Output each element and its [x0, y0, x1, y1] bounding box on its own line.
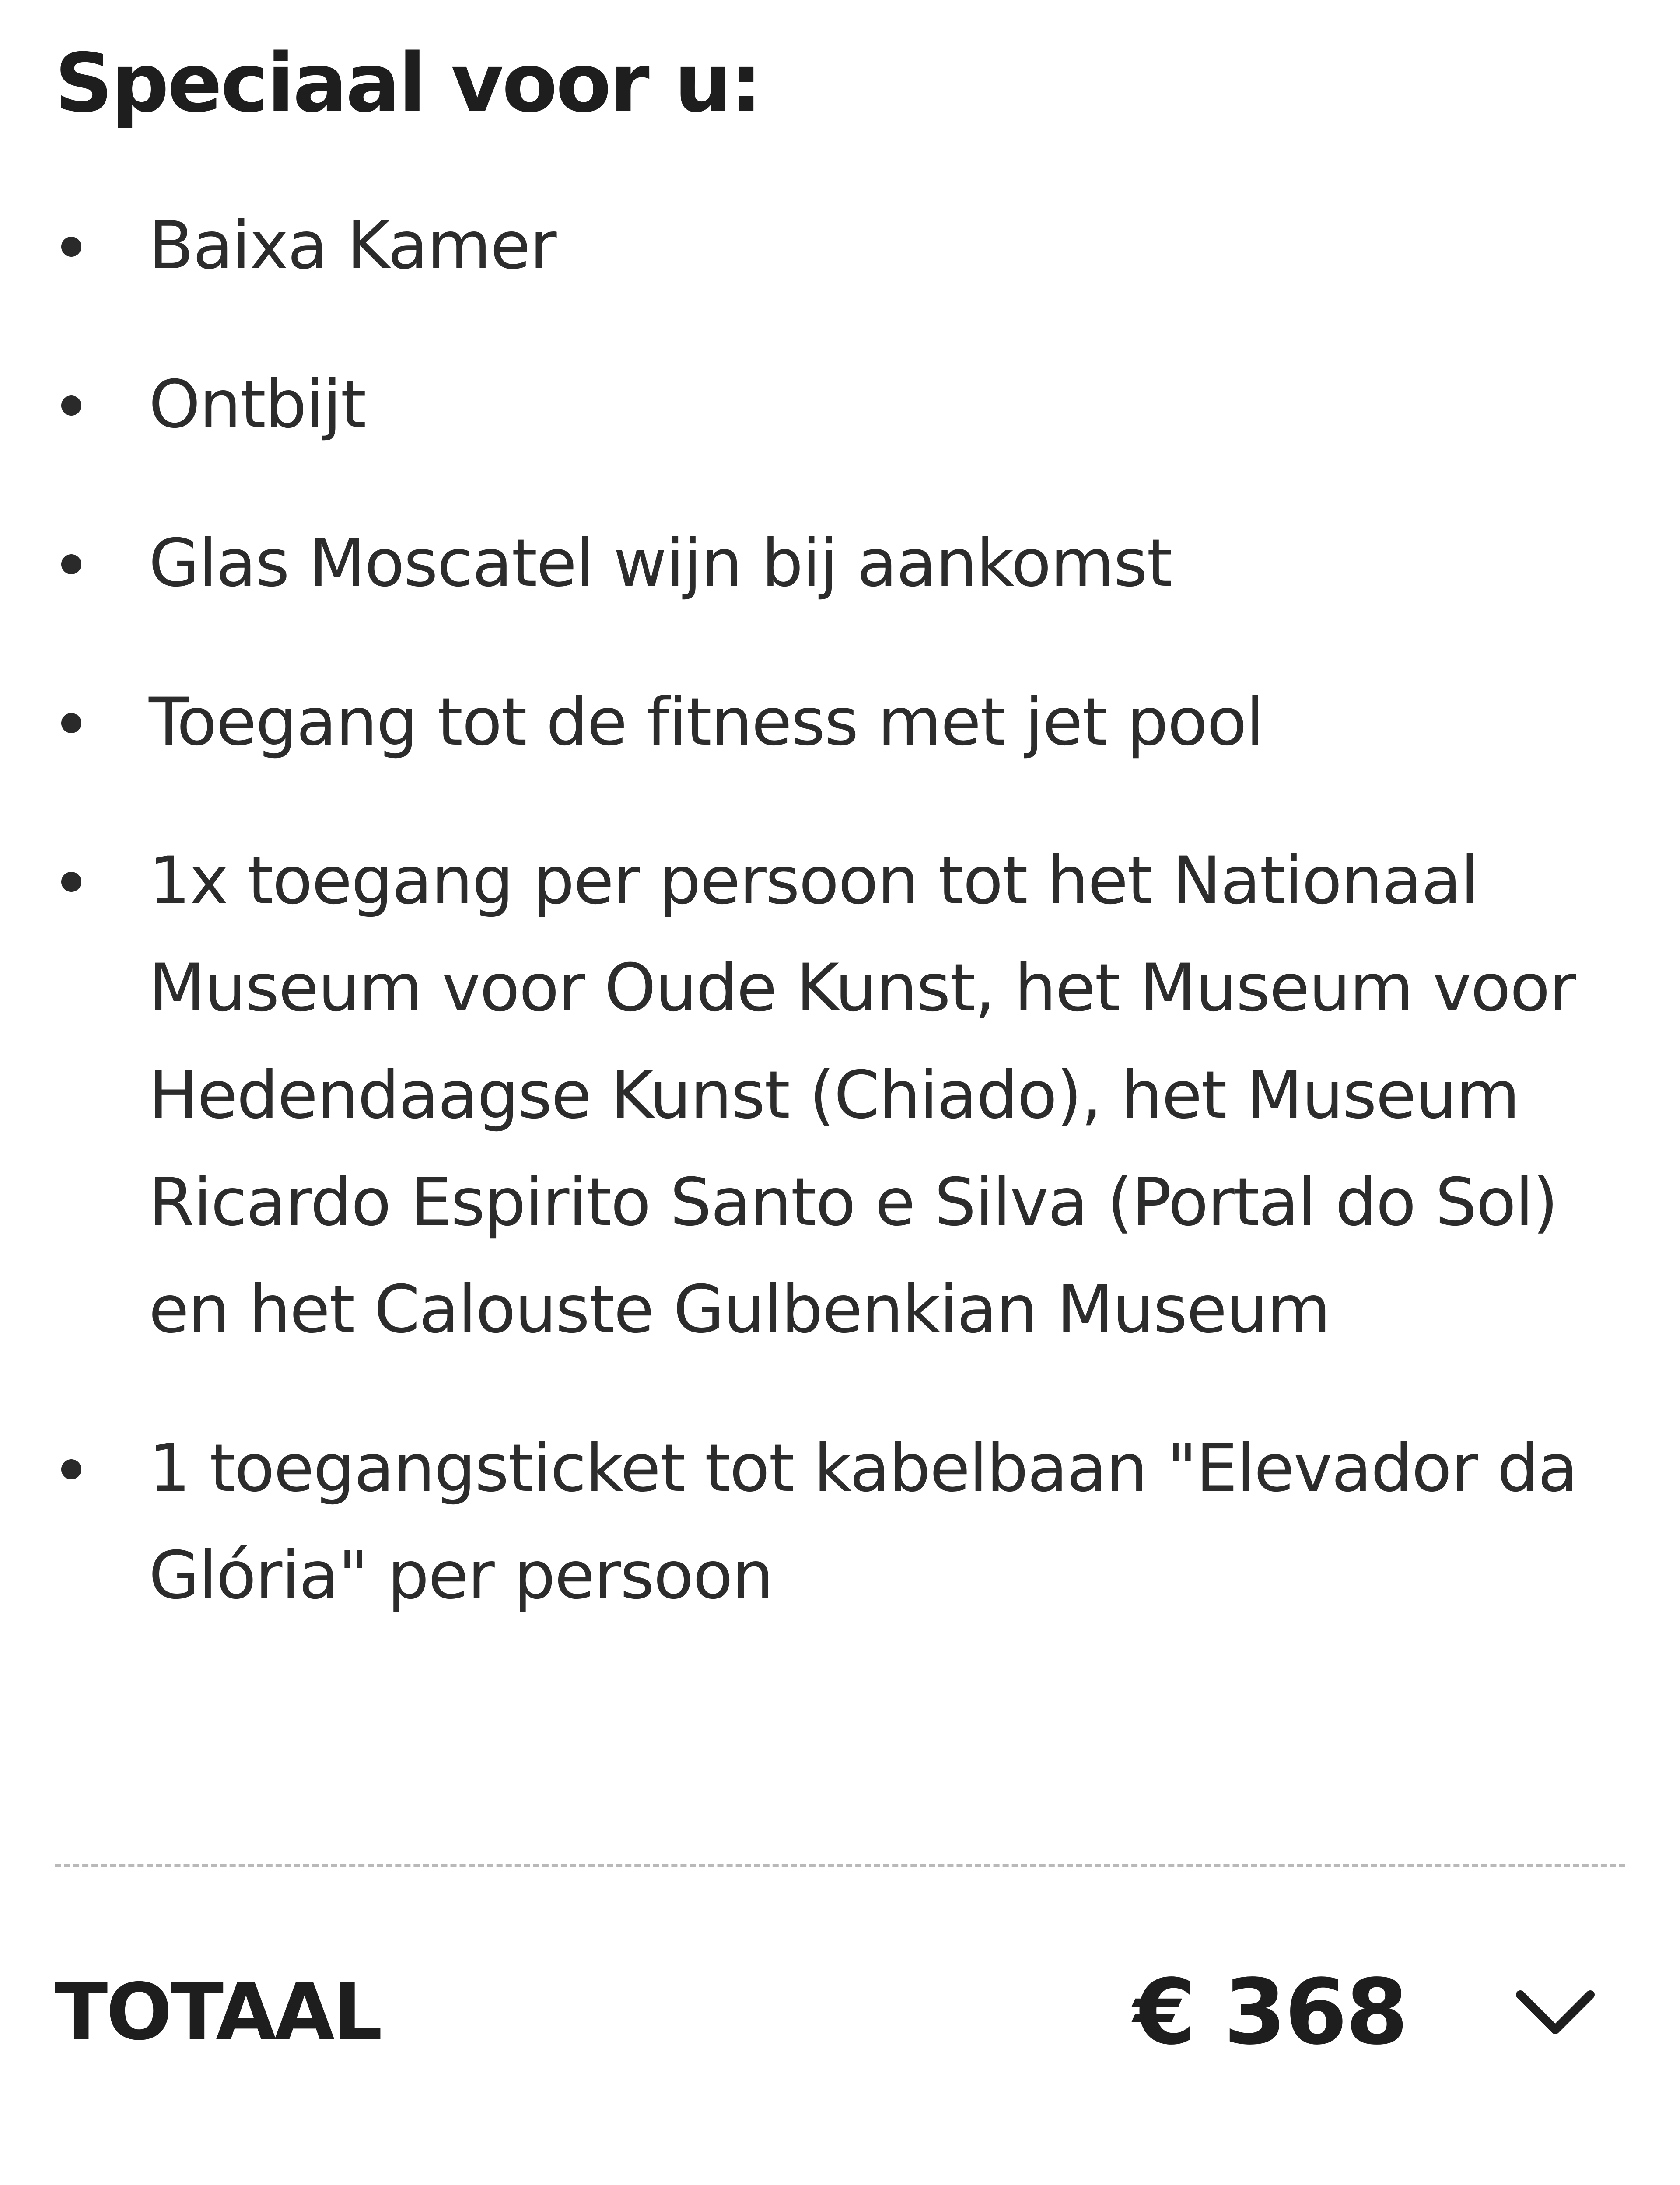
list-item-text: Toegang tot de fitness met jet pool: [149, 684, 1264, 760]
list-item-text: Ontbijt: [149, 367, 366, 443]
bullet-icon: [61, 237, 81, 257]
list-item: [55, 510, 1612, 617]
list-item: [55, 192, 1612, 300]
bullet-icon: [61, 713, 81, 733]
list-item-text: 1x toegang per persoon tot het Nationaal Museum voor Oude Kunst, het Museum voor Hedendaagse Kunst (Chiado), het Museum Ricardo Espirito Santo e Silva (Portal do Sol) en het Calouste Gulbenkian Museum: [149, 843, 1575, 1348]
list-item: [55, 828, 1612, 1363]
total-label: TOTAAL: [55, 1967, 381, 2057]
list-item: [55, 351, 1612, 458]
dashed-divider: [55, 1864, 1625, 1867]
bullet-icon: [61, 554, 81, 574]
bullet-icon: [61, 1459, 81, 1479]
total-amount: € 368: [1133, 1960, 1407, 2065]
offer-list: [55, 192, 1612, 1681]
list-item: [55, 1415, 1612, 1629]
list-item: [55, 669, 1612, 776]
list-item-text: 1 toegangsticket tot kabelbaan "Elevador da Glória" per persoon: [149, 1430, 1577, 1614]
list-item-text: Glas Moscatel wijn bij aankomst: [149, 525, 1172, 601]
bullet-icon: [61, 872, 81, 892]
total-row[interactable]: [55, 1955, 1625, 2069]
bullet-icon: [61, 395, 81, 416]
chevron-down-icon[interactable]: [1512, 1982, 1599, 2043]
list-item-text: Baixa Kamer: [149, 208, 556, 284]
offer-heading: Speciaal voor u:: [55, 36, 761, 130]
